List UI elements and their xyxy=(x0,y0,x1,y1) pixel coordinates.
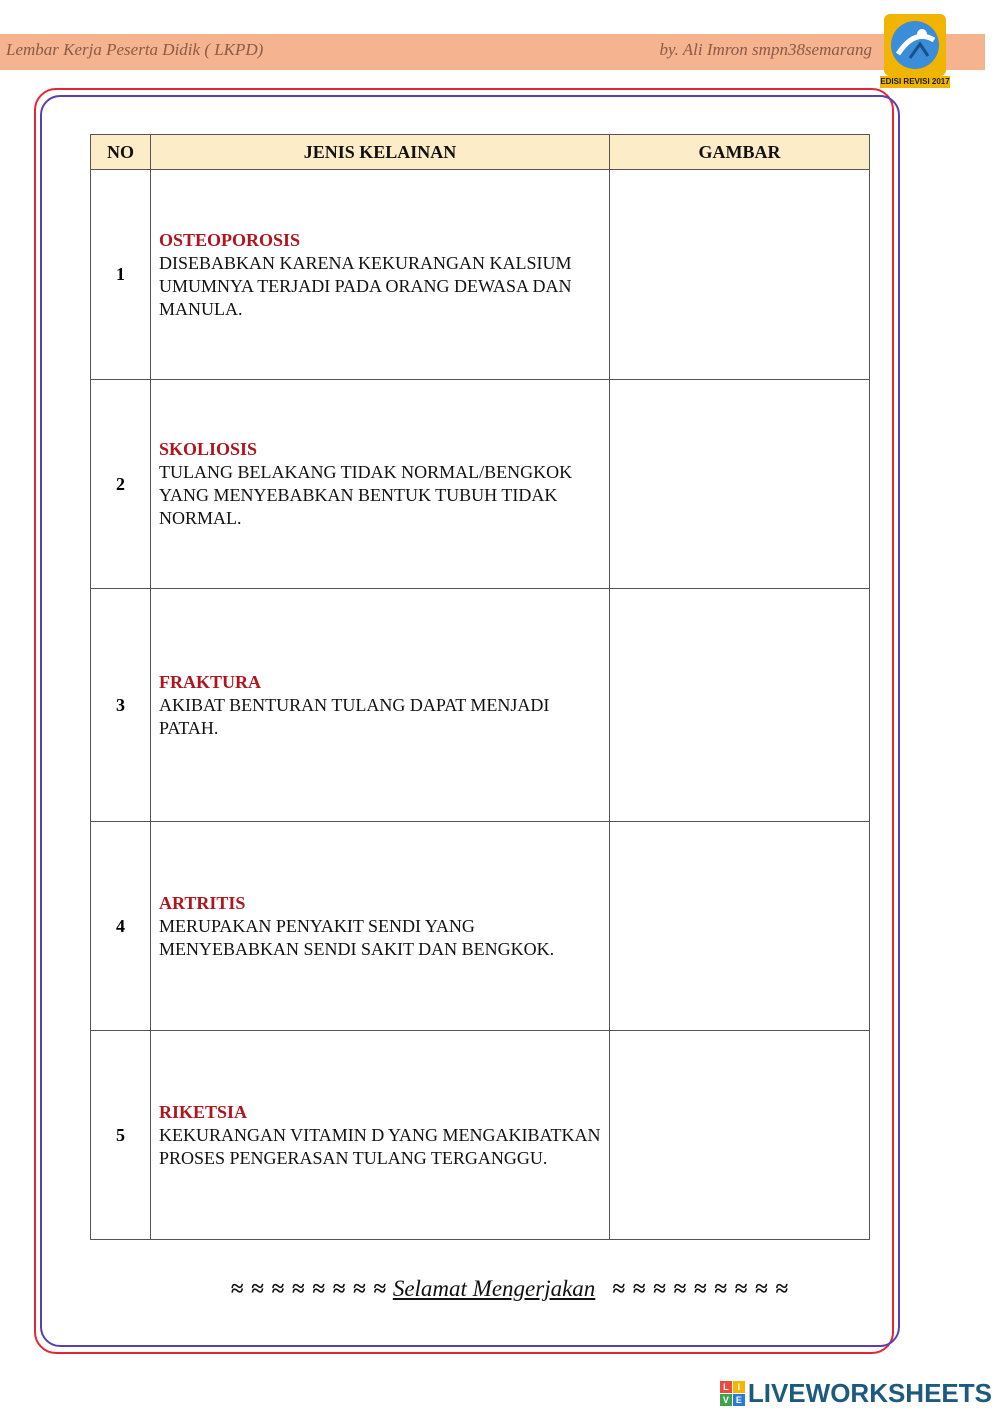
row-description xyxy=(151,1031,610,1240)
image-drop-zone[interactable] xyxy=(610,1031,870,1240)
disorder-description: TULANG BELAKANG TIDAK NORMAL/BENGKOK YANG MENYEBABKAN BENTUK TUBUH TIDAK NORMAL. xyxy=(159,462,573,528)
table-row xyxy=(91,822,870,1031)
row-description xyxy=(151,822,610,1031)
image-drop-zone[interactable] xyxy=(610,589,870,822)
liveworksheets-logo-icon xyxy=(720,1381,745,1406)
disorder-title: FRAKTURA xyxy=(159,671,261,692)
wave-decoration-right: ≈ ≈ ≈ ≈ ≈ ≈ ≈ ≈ ≈ xyxy=(612,1276,790,1301)
logo-tile-l: L xyxy=(720,1381,732,1393)
logo-tile-v: V xyxy=(720,1394,732,1406)
closing-message-text: Selamat Mengerjakan xyxy=(392,1276,596,1301)
row-description xyxy=(151,170,610,380)
disorder-description: MERUPAKAN PENYAKIT SENDI YANG MENYEBABKAN SENDI SAKIT DAN BENGKOK. xyxy=(159,915,555,959)
disorder-title: ARTRITIS xyxy=(159,892,246,913)
curriculum-logo-icon xyxy=(884,14,946,76)
logo-tile-i: I xyxy=(733,1381,745,1393)
disorder-title: SKOLIOSIS xyxy=(159,439,258,459)
column-header-gambar: GAMBAR xyxy=(610,135,870,170)
row-number: 2 xyxy=(91,380,151,589)
row-number: 4 xyxy=(91,822,151,1031)
table-row xyxy=(91,1031,870,1240)
logo-tile-e: E xyxy=(733,1394,745,1406)
worksheet-table xyxy=(90,134,870,1240)
row-description xyxy=(151,589,610,822)
closing-message xyxy=(0,1276,1000,1302)
liveworksheets-brand xyxy=(720,1378,992,1409)
disorder-description: AKIBAT BENTURAN TULANG DAPAT MENJADI PATAH. xyxy=(159,694,550,738)
column-header-jenis-kelainan: JENIS KELAINAN xyxy=(151,135,610,170)
wave-decoration-left: ≈ ≈ ≈ ≈ ≈ ≈ ≈ ≈ xyxy=(230,1276,388,1301)
liveworksheets-wordmark: LIVEWORKSHEETS xyxy=(747,1378,992,1408)
row-number: 1 xyxy=(91,170,151,380)
table-row xyxy=(91,380,870,589)
logo-caption: EDISI REVISI 2017 xyxy=(880,77,950,86)
disorder-description: KEKURANGAN VITAMIN D YANG MENGAKIBATKAN PROSES PENGERASAN TULANG TERGANGGU. xyxy=(159,1124,601,1168)
header-author: by. Ali Imron smpn38semarang xyxy=(659,40,872,59)
table-row xyxy=(91,589,870,822)
disorder-title: OSTEOPOROSIS xyxy=(159,229,301,250)
disorder-title: RIKETSIA xyxy=(159,1101,248,1122)
column-header-no: NO xyxy=(91,135,151,170)
row-description xyxy=(151,380,610,589)
row-number: 5 xyxy=(91,1031,151,1240)
disorder-description: DISEBABKAN KARENA KEKURANGAN KALSIUM UMUMNYA TERJADI PADA ORANG DEWASA DAN MANULA. xyxy=(159,252,572,319)
header-title: Lembar Kerja Peserta Didik ( LKPD) xyxy=(6,40,264,59)
row-number: 3 xyxy=(91,589,151,822)
table-header-row xyxy=(91,135,870,170)
image-drop-zone[interactable] xyxy=(610,822,870,1031)
table-row xyxy=(91,170,870,380)
image-drop-zone[interactable] xyxy=(610,380,870,589)
image-drop-zone[interactable] xyxy=(610,170,870,380)
